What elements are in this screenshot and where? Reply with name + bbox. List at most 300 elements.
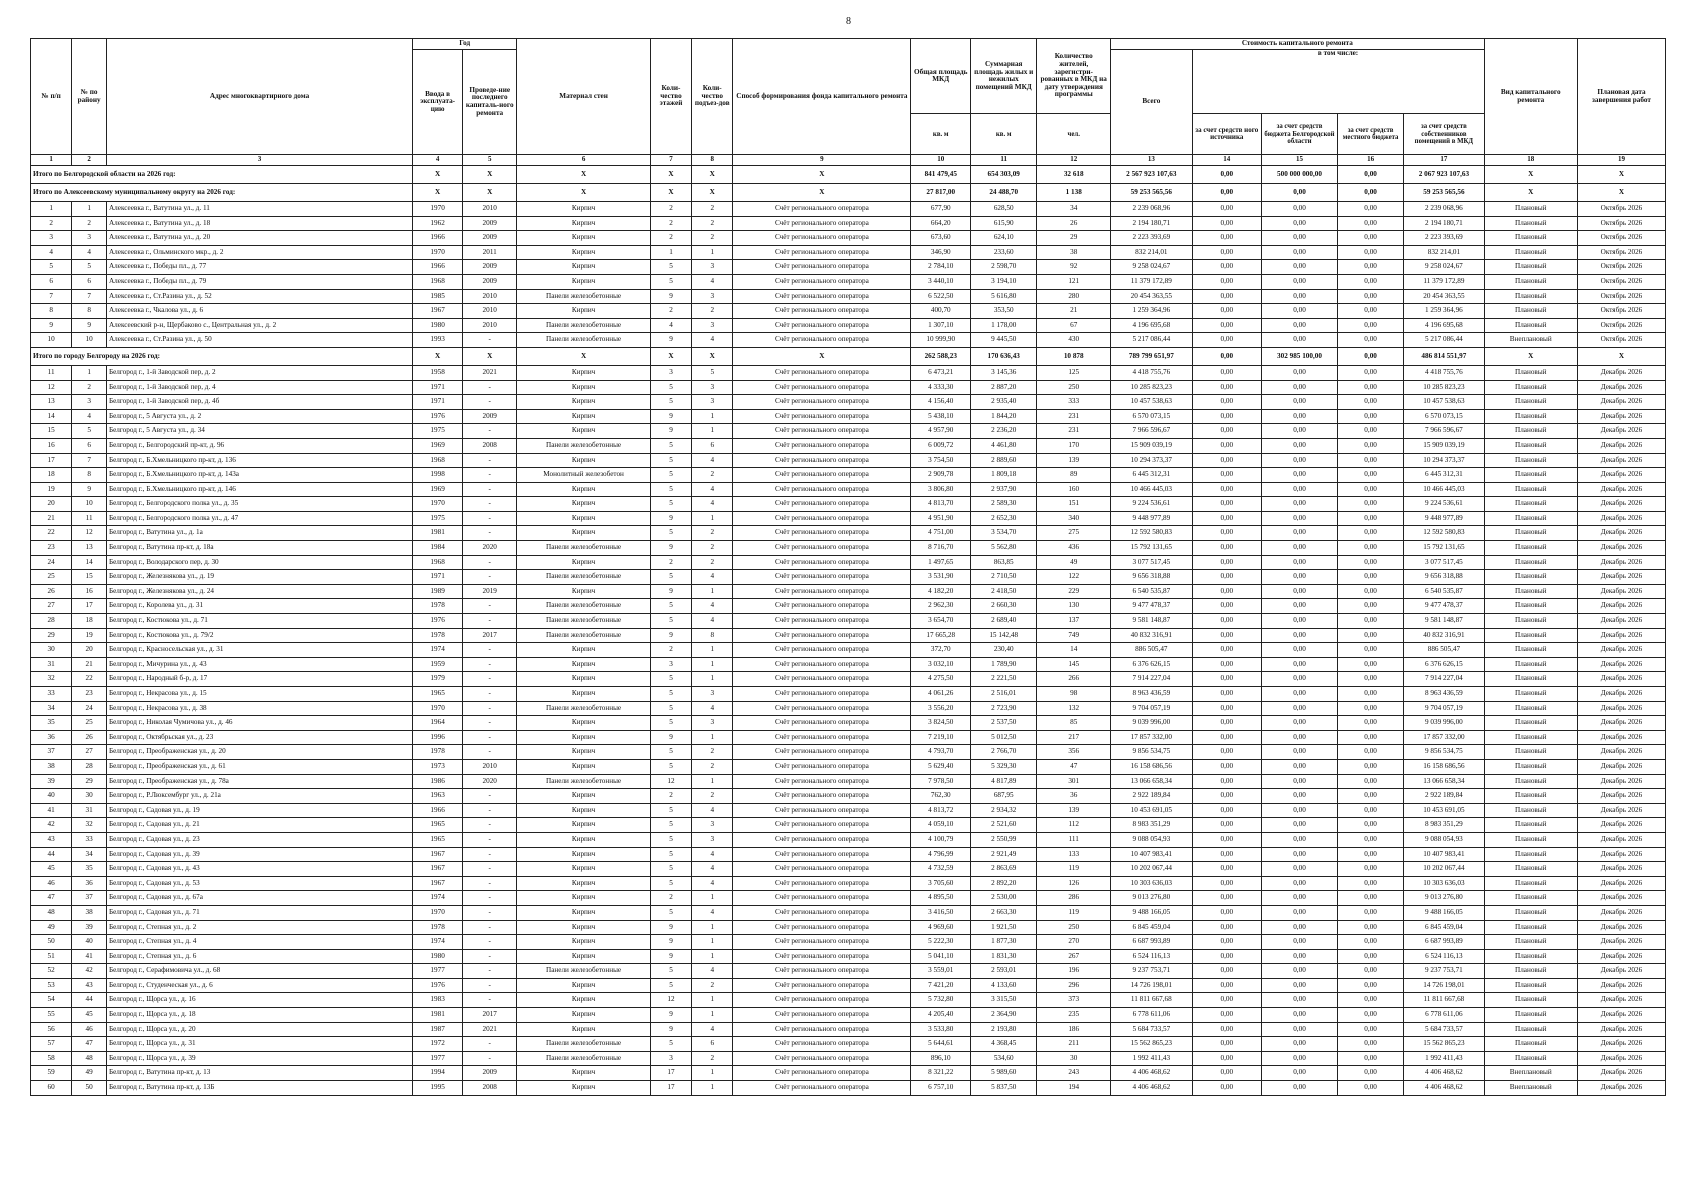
cell-area-living: 2 598,70 [971,260,1037,275]
cell-year-built: 1963 [413,789,463,804]
cell-owners: 6 540 535,87 [1404,584,1484,599]
cell-owners: 20 454 363,55 [1404,289,1484,304]
cell-repair-type: Плановый [1484,584,1577,599]
total-year-repair: X [463,347,517,365]
cell-wall: Кирпич [517,643,651,658]
cell-region-budget: 0,00 [1262,920,1338,935]
table-body [31,166,1666,1096]
cell-address: Белгород г., Садовая ул., д. 43 [106,862,412,877]
cell-region-budget: 0,00 [1262,333,1338,348]
table-row [31,759,1666,774]
cell-district-num: 8 [72,468,107,483]
cell-num: 8 [31,304,72,319]
cell-repair-type: Плановый [1484,891,1577,906]
cell-total: 11 379 172,89 [1111,274,1192,289]
cell-floors: 3 [650,1051,691,1066]
cell-repair-type: Плановый [1484,274,1577,289]
cell-owners: 9 656 318,88 [1404,570,1484,585]
cell-owners: 2 239 068,96 [1404,202,1484,217]
cell-address: Белгород г., 1-й Заводской пер, д. 4 [106,380,412,395]
cell-wall: Монолитный железобетон [517,468,651,483]
cell-total: 1 992 411,43 [1111,1051,1192,1066]
cell-repair-type: Плановый [1484,497,1577,512]
cell-year-last-repair: 2017 [463,1008,517,1023]
cell-repair-type: Плановый [1484,1008,1577,1023]
cell-floors: 5 [650,260,691,275]
cell-address: Белгород г., Белгородский пр-кт, д. 96 [106,438,412,453]
cell-end-date: Декабрь 2026 [1577,555,1665,570]
cell-entrances: 1 [692,891,733,906]
cell-owners: 9 013 276,80 [1404,891,1484,906]
cell-repair-type: Плановый [1484,949,1577,964]
total-fund-src: 0,00 [1192,184,1261,202]
cell-repair-type: Плановый [1484,905,1577,920]
cell-repair-type: Плановый [1484,774,1577,789]
cell-address: Белгород г., Костюкова ул., д. 71 [106,614,412,629]
cell-num: 13 [31,395,72,410]
cell-fund-src: 0,00 [1192,803,1261,818]
cell-owners: 40 832 316,91 [1404,628,1484,643]
cell-fund-src: 0,00 [1192,289,1261,304]
cell-year-last-repair: - [463,935,517,950]
cell-repair-type: Внеплановый [1484,333,1577,348]
cell-year-last-repair: - [463,818,517,833]
cell-wall: Кирпич [517,745,651,760]
total-cost: 789 799 651,97 [1111,347,1192,365]
cell-address: Алексеевка г., Ватутина ул., д. 18 [106,216,412,231]
cell-area-total: 7 219,10 [911,730,971,745]
cell-entrances: 2 [692,759,733,774]
total-region-budget: 500 000 000,00 [1262,166,1338,184]
cell-local-budget: 0,00 [1337,1081,1403,1096]
cell-district-num: 17 [72,599,107,614]
cell-district-num: 4 [72,409,107,424]
cell-region-budget: 0,00 [1262,905,1338,920]
cell-local-budget: 0,00 [1337,482,1403,497]
cell-num: 27 [31,599,72,614]
cell-total: 13 066 658,34 [1111,774,1192,789]
cell-num: 30 [31,643,72,658]
column-number-9: 9 [733,155,911,166]
table-row [31,862,1666,877]
total-floors: X [650,166,691,184]
cell-area-living: 615,90 [971,216,1037,231]
cell-total: 6 570 073,15 [1111,409,1192,424]
cell-local-budget: 0,00 [1337,365,1403,380]
cell-year-built: 1974 [413,643,463,658]
cell-year-built: 1985 [413,289,463,304]
cell-owners: 2 194 180,71 [1404,216,1484,231]
cell-floors: 5 [650,438,691,453]
cell-local-budget: 0,00 [1337,216,1403,231]
cell-entrances: 1 [692,1066,733,1081]
cell-fund-src: 0,00 [1192,365,1261,380]
cell-district-num: 13 [72,541,107,556]
cell-end-date: Декабрь 2026 [1577,453,1665,468]
cell-fund-src: 0,00 [1192,1051,1261,1066]
cell-num: 4 [31,245,72,260]
cell-repair-type: Плановый [1484,876,1577,891]
cell-area-total: 4 275,50 [911,672,971,687]
cell-fund-src: 0,00 [1192,395,1261,410]
cell-owners: 10 407 983,41 [1404,847,1484,862]
cell-residents: 235 [1037,1008,1111,1023]
total-area-living: 24 488,70 [971,184,1037,202]
cell-address: Белгород г., Садовая ул., д. 23 [106,832,412,847]
cell-total: 8 963 436,59 [1111,687,1192,702]
cell-fund: Счёт регионального оператора [733,570,911,585]
cell-total: 4 406 468,62 [1111,1066,1192,1081]
total-row-belgorod [31,347,1666,365]
cell-year-last-repair: - [463,730,517,745]
cell-area-total: 5 644,61 [911,1037,971,1052]
column-number-17: 17 [1404,155,1484,166]
cell-floors: 5 [650,672,691,687]
cell-repair-type: Плановый [1484,628,1577,643]
cell-area-living: 2 364,90 [971,1008,1037,1023]
cell-repair-type: Плановый [1484,599,1577,614]
cell-wall: Панели железобетонные [517,599,651,614]
cell-num: 6 [31,274,72,289]
header-incl-group: в том числе: [1192,50,1484,114]
cell-repair-type: Плановый [1484,438,1577,453]
cell-year-built: 1977 [413,964,463,979]
cell-num: 38 [31,759,72,774]
cell-residents: 111 [1037,832,1111,847]
cell-year-built: 1959 [413,657,463,672]
cell-floors: 9 [650,1022,691,1037]
cell-year-built: 1981 [413,1008,463,1023]
table-row [31,1081,1666,1096]
cell-local-budget: 0,00 [1337,978,1403,993]
cell-area-total: 17 665,28 [911,628,971,643]
cell-district-num: 45 [72,1008,107,1023]
cell-wall: Кирпич [517,380,651,395]
total-cost: 59 253 565,56 [1111,184,1192,202]
cell-owners: 15 792 131,65 [1404,541,1484,556]
cell-region-budget: 0,00 [1262,964,1338,979]
cell-num: 16 [31,438,72,453]
cell-fund-src: 0,00 [1192,876,1261,891]
cell-address: Белгород г., 1-й Заводской пер, д. 4б [106,395,412,410]
table-row [31,1008,1666,1023]
cell-fund: Счёт регионального оператора [733,438,911,453]
cell-entrances: 3 [692,818,733,833]
cell-total: 9 656 318,88 [1111,570,1192,585]
cell-region-budget: 0,00 [1262,274,1338,289]
cell-area-total: 3 806,80 [911,482,971,497]
total-cost: 2 567 923 107,63 [1111,166,1192,184]
cell-district-num: 28 [72,759,107,774]
cell-year-built: 1971 [413,570,463,585]
cell-fund: Счёт регионального оператора [733,657,911,672]
cell-year-last-repair: - [463,570,517,585]
cell-district-num: 47 [72,1037,107,1052]
cell-entrances: 2 [692,231,733,246]
cell-local-budget: 0,00 [1337,468,1403,483]
total-row-region [31,166,1666,184]
cell-num: 48 [31,905,72,920]
table-row [31,453,1666,468]
cell-floors: 5 [650,497,691,512]
cell-wall: Кирпич [517,803,651,818]
cell-wall: Кирпич [517,555,651,570]
total-fund: X [733,166,911,184]
cell-area-living: 2 710,50 [971,570,1037,585]
cell-entrances: 3 [692,832,733,847]
cell-year-last-repair: - [463,964,517,979]
cell-end-date: Декабрь 2026 [1577,993,1665,1008]
cell-area-living: 1 844,20 [971,409,1037,424]
cell-entrances: 1 [692,424,733,439]
cell-owners: 9 258 024,67 [1404,260,1484,275]
cell-fund-src: 0,00 [1192,759,1261,774]
cell-area-total: 4 333,30 [911,380,971,395]
capital-repair-table-sheet [30,38,1666,1096]
cell-floors: 2 [650,789,691,804]
cell-repair-type: Плановый [1484,1037,1577,1052]
cell-repair-type: Плановый [1484,541,1577,556]
cell-area-living: 2 766,70 [971,745,1037,760]
cell-area-total: 5 438,10 [911,409,971,424]
cell-end-date: Декабрь 2026 [1577,745,1665,760]
cell-district-num: 18 [72,614,107,629]
cell-district-num: 16 [72,584,107,599]
cell-district-num: 42 [72,964,107,979]
cell-year-built: 1980 [413,949,463,964]
cell-end-date: Декабрь 2026 [1577,584,1665,599]
cell-owners: 15 562 865,23 [1404,1037,1484,1052]
cell-area-living: 2 660,30 [971,599,1037,614]
cell-local-budget: 0,00 [1337,274,1403,289]
cell-residents: 29 [1037,231,1111,246]
cell-floors: 4 [650,318,691,333]
cell-fund: Счёт регионального оператора [733,318,911,333]
cell-local-budget: 0,00 [1337,935,1403,950]
table-row [31,1066,1666,1081]
cell-end-date: Декабрь 2026 [1577,365,1665,380]
cell-address: Белгород г., Степная ул., д. 4 [106,935,412,950]
cell-owners: 3 077 517,45 [1404,555,1484,570]
cell-area-living: 5 329,30 [971,759,1037,774]
cell-fund-src: 0,00 [1192,318,1261,333]
cell-year-last-repair: - [463,468,517,483]
cell-end-date: Декабрь 2026 [1577,730,1665,745]
cell-area-living: 2 723,90 [971,701,1037,716]
cell-fund: Счёт регионального оператора [733,365,911,380]
cell-year-last-repair: 2008 [463,1081,517,1096]
cell-region-budget: 0,00 [1262,730,1338,745]
total-local-budget: 0,00 [1337,184,1403,202]
cell-owners: 14 726 198,01 [1404,978,1484,993]
cell-year-built: 1974 [413,935,463,950]
cell-fund: Счёт регионального оператора [733,993,911,1008]
cell-end-date: Декабрь 2026 [1577,526,1665,541]
cell-local-budget: 0,00 [1337,395,1403,410]
cell-num: 41 [31,803,72,818]
cell-area-living: 4 368,45 [971,1037,1037,1052]
cell-end-date: Декабрь 2026 [1577,905,1665,920]
cell-floors: 2 [650,643,691,658]
cell-year-built: 1968 [413,555,463,570]
cell-district-num: 6 [72,274,107,289]
cell-year-last-repair: - [463,687,517,702]
cell-area-living: 2 236,20 [971,424,1037,439]
cell-local-budget: 0,00 [1337,687,1403,702]
cell-district-num: 9 [72,318,107,333]
cell-wall: Кирпич [517,847,651,862]
cell-entrances: 4 [692,1022,733,1037]
cell-fund-src: 0,00 [1192,847,1261,862]
cell-fund-src: 0,00 [1192,526,1261,541]
cell-address: Белгород г., Народный б-р, д. 17 [106,672,412,687]
cell-repair-type: Плановый [1484,789,1577,804]
cell-district-num: 50 [72,1081,107,1096]
cell-owners: 7 914 227,04 [1404,672,1484,687]
cell-end-date: Декабрь 2026 [1577,643,1665,658]
table-row [31,818,1666,833]
cell-wall: Кирпич [517,876,651,891]
cell-area-total: 762,30 [911,789,971,804]
cell-year-built: 1986 [413,774,463,789]
cell-floors: 5 [650,570,691,585]
cell-entrances: 3 [692,716,733,731]
total-year-built: X [413,184,463,202]
cell-fund: Счёт регионального оператора [733,274,911,289]
cell-area-total: 8 716,70 [911,541,971,556]
header-owners: за счет средств собственников помещений в МКД [1404,114,1484,155]
cell-year-last-repair: - [463,745,517,760]
header-cost-group: Стоимость капитального ремонта [1111,39,1484,50]
cell-end-date: Декабрь 2026 [1577,862,1665,877]
cell-floors: 9 [650,541,691,556]
cell-wall: Кирпич [517,216,651,231]
cell-residents: 38 [1037,245,1111,260]
cell-local-budget: 0,00 [1337,333,1403,348]
cell-year-last-repair: - [463,891,517,906]
cell-repair-type: Плановый [1484,304,1577,319]
cell-residents: 132 [1037,701,1111,716]
cell-region-budget: 0,00 [1262,643,1338,658]
cell-residents: 356 [1037,745,1111,760]
cell-end-date: Декабрь 2026 [1577,497,1665,512]
cell-num: 52 [31,964,72,979]
cell-repair-type: Плановый [1484,964,1577,979]
cell-end-date: Декабрь 2026 [1577,1037,1665,1052]
cell-fund-src: 0,00 [1192,716,1261,731]
total-entrances: X [692,184,733,202]
cell-local-budget: 0,00 [1337,993,1403,1008]
column-number-1: 1 [31,155,72,166]
cell-area-living: 1 809,18 [971,468,1037,483]
cell-wall: Панели железобетонные [517,614,651,629]
cell-area-total: 400,70 [911,304,971,319]
cell-area-total: 10 999,90 [911,333,971,348]
cell-local-budget: 0,00 [1337,380,1403,395]
cell-local-budget: 0,00 [1337,453,1403,468]
cell-area-living: 2 663,30 [971,905,1037,920]
cell-owners: 6 524 116,13 [1404,949,1484,964]
cell-fund-src: 0,00 [1192,216,1261,231]
cell-area-living: 4 817,89 [971,774,1037,789]
cell-entrances: 6 [692,438,733,453]
cell-residents: 36 [1037,789,1111,804]
cell-year-built: 1979 [413,672,463,687]
cell-end-date: Декабрь 2026 [1577,614,1665,629]
cell-repair-type: Плановый [1484,920,1577,935]
table-row [31,1022,1666,1037]
header-total: Всего [1111,50,1192,155]
cell-year-built: 1978 [413,745,463,760]
page-number: 8 [846,16,851,27]
cell-fund: Счёт регионального оператора [733,774,911,789]
cell-owners: 11 811 667,68 [1404,993,1484,1008]
cell-region-budget: 0,00 [1262,365,1338,380]
cell-district-num: 9 [72,482,107,497]
cell-repair-type: Плановый [1484,687,1577,702]
cell-end-date: Декабрь 2026 [1577,832,1665,847]
cell-year-last-repair: 2009 [463,1066,517,1081]
cell-year-built: 1998 [413,468,463,483]
cell-repair-type: Плановый [1484,260,1577,275]
cell-area-living: 2 593,01 [971,964,1037,979]
table-row [31,978,1666,993]
cell-district-num: 24 [72,701,107,716]
cell-num: 21 [31,511,72,526]
cell-total: 9 258 024,67 [1111,260,1192,275]
cell-end-date: Декабрь 2026 [1577,541,1665,556]
cell-local-budget: 0,00 [1337,905,1403,920]
cell-owners: 6 845 459,04 [1404,920,1484,935]
cell-address: Белгород г., 5 Августа ул., д. 2 [106,409,412,424]
cell-wall: Кирпич [517,993,651,1008]
cell-residents: 145 [1037,657,1111,672]
cell-year-last-repair: - [463,657,517,672]
cell-year-last-repair: - [463,672,517,687]
header-fund: Способ формирования фонда капитального ремонта [733,39,911,155]
cell-end-date: Декабрь 2026 [1577,716,1665,731]
cell-area-total: 6 757,10 [911,1081,971,1096]
cell-fund: Счёт регионального оператора [733,687,911,702]
cell-total: 5 684 733,57 [1111,1022,1192,1037]
cell-floors: 2 [650,202,691,217]
cell-num: 10 [31,333,72,348]
cell-end-date: Декабрь 2026 [1577,424,1665,439]
cell-floors: 5 [650,380,691,395]
cell-year-last-repair: - [463,614,517,629]
cell-year-built: 1987 [413,1022,463,1037]
cell-area-total: 4 813,70 [911,497,971,512]
cell-total: 9 039 996,00 [1111,716,1192,731]
total-local-budget: 0,00 [1337,347,1403,365]
cell-total: 9 224 536,61 [1111,497,1192,512]
cell-total: 6 524 116,13 [1111,949,1192,964]
cell-wall: Кирпич [517,424,651,439]
cell-total: 6 540 535,87 [1111,584,1192,599]
cell-floors: 5 [650,862,691,877]
cell-end-date: Декабрь 2026 [1577,438,1665,453]
cell-residents: 270 [1037,935,1111,950]
cell-local-budget: 0,00 [1337,599,1403,614]
header-floors: Коли-чество этажей [650,39,691,155]
cell-local-budget: 0,00 [1337,774,1403,789]
cell-fund-src: 0,00 [1192,1066,1261,1081]
cell-area-total: 5 732,80 [911,993,971,1008]
cell-area-total: 2 784,10 [911,260,971,275]
cell-entrances: 4 [692,453,733,468]
cell-area-living: 863,85 [971,555,1037,570]
cell-num: 18 [31,468,72,483]
